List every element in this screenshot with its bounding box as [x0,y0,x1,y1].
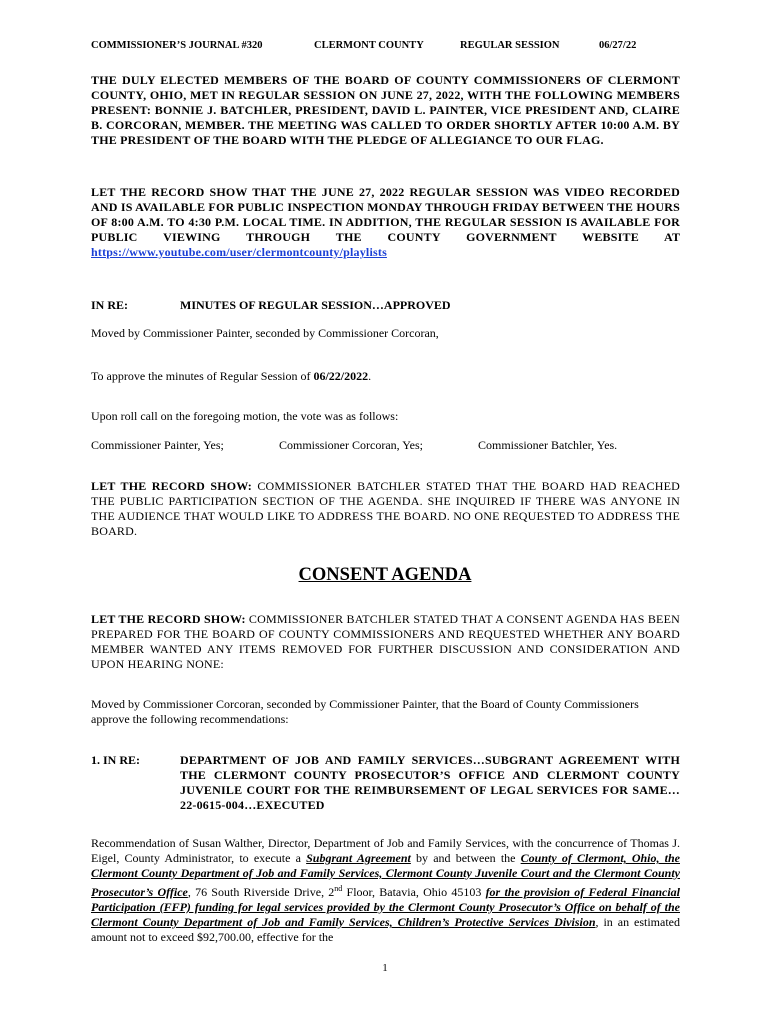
minutes-re-label: IN RE: [91,298,129,312]
consent-text: COMMISSIONER BATCHLER STATED THAT A CONSENT AGENDA HAS BEEN PREPARED FOR THE BOARD OF COUNTY COMMISSIONERS AND REQUESTED WHETHER ANY BOARD MEMBER WANTED ANY ITEMS REMOVED FOR FURTHER DISCUSSION AND CONSIDERATION AND UPON HEARING NONE: [91,612,680,671]
approve-suffix: . [368,369,372,383]
header-date: 06/27/22 [599,40,637,51]
public-participation-paragraph [91,479,680,539]
item1-body [91,836,680,945]
header-journal: COMMISSIONER’S JOURNAL #320 [91,40,263,51]
vote-batchler: Commissioner Batchler, Yes. [478,438,618,452]
item1-body-p1: Recommendation of Susan Walther, Director, Department of Job and Family Services, with the concurrence of Thomas J. Eigel, County Administrator, to execute a [91,836,680,865]
approve-prefix: To approve the minutes of Regular Session of [91,369,314,383]
item1-title: DEPARTMENT OF JOB AND FAMILY SERVICES…SUBGRANT AGREEMENT WITH THE CLERMONT COUNTY PROSECUTOR’S OFFICE AND CLERMONT COUNTY JUVENILE COURT FOR THE REIMBURSEMENT OF LEGAL SERVICES FOR SAME…22-0615-004…EXECUTED [180,753,680,812]
minutes-moved: Moved by Commissioner Painter, seconded by Commissioner Corcoran, [91,326,439,340]
roll-call-text: Upon roll call on the foregoing motion, the vote was as follows: [91,409,399,423]
item1-sup: nd [334,884,343,893]
header-session: REGULAR SESSION [460,40,560,51]
item1-body-p5: , in an estimated amount not to exceed $92,700.00, effective for the [91,915,680,944]
youtube-link[interactable]: https://www.youtube.com/user/clermontcounty/playlists [91,245,387,259]
item1-parties: County of Clermont, Ohio, the Clermont County Department of Job and Family Services, Clermont County Juvenile Court and the Clermont County Prosecutor’s Office [91,851,680,899]
header-county: CLERMONT COUNTY [314,40,424,51]
intro-paragraph: THE DULY ELECTED MEMBERS OF THE BOARD OF COUNTY COMMISSIONERS OF CLERMONT COUNTY, OHIO, MET IN REGULAR SESSION ON JUNE 27, 2022, WITH THE FOLLOWING MEMBERS PRESENT: BONNIE J. BATCHLER, PRESIDENT, DAVID L. PAINTER, VICE PRESIDENT AND, CLAIRE B. CORCORAN, MEMBER. THE MEETING WAS CALLED TO ORDER SHORTLY AFTER 10:00 A.M. BY THE PRESIDENT OF THE BOARD WITH THE PLEDGE OF ALLEGIANCE TO OUR FLAG. [91,73,680,147]
item1-purpose: for the provision of Federal Financial Participation (FFP) funding for legal services provided by the Clermont County Prosecutor’s Office on behalf of the Clermont County Department of Job and Family Services, Children’s Protective Services Division [91,885,680,929]
item1-body-p4: Floor, Batavia, Ohio 45103 [342,885,486,899]
vote-painter: Commissioner Painter, Yes; [91,438,224,452]
vote-corcoran: Commissioner Corcoran, Yes; [279,438,423,452]
minutes-approve [91,369,680,384]
item1-body-p2: by and between the [410,851,521,865]
record-show-lead: LET THE RECORD SHOW: [91,479,252,493]
page-number: 1 [382,962,388,974]
video-paragraph [91,185,680,260]
approve-date: 06/22/2022 [313,369,369,383]
item1-subgrant: Subgrant Agreement [306,851,411,865]
consent-paragraph [91,612,680,672]
public-participation-text: COMMISSIONER BATCHLER STATED THAT THE BOARD HAD REACHED THE PUBLIC PARTICIPATION SECTION OF THE AGENDA. SHE INQUIRED IF THERE WAS ANYONE IN THE AUDIENCE THAT WOULD LIKE TO ADDRESS THE BOARD. NO ONE REQUESTED TO ADDRESS THE BOARD. [91,479,680,538]
consent-moved: Moved by Commissioner Corcoran, seconded by Commissioner Painter, that the Board of County Commissioners approve the following recommendations: [91,697,639,726]
vote-line [91,438,680,453]
consent-agenda-heading: CONSENT AGENDA [298,565,472,585]
consent-record-show-lead: LET THE RECORD SHOW: [91,612,246,626]
minutes-title: MINUTES OF REGULAR SESSION…APPROVED [180,298,451,312]
item1-body-p3: , 76 South Riverside Drive, 2 [187,885,335,899]
item1-re-label: 1. IN RE: [91,753,141,767]
video-text: LET THE RECORD SHOW THAT THE JUNE 27, 2022 REGULAR SESSION WAS VIDEO RECORDED AND IS AVAILABLE FOR PUBLIC INSPECTION MONDAY THROUGH FRIDAY BETWEEN THE HOURS OF 8:00 A.M. TO 4:30 P.M. LOCAL TIME. IN ADDITION, THE REGULAR SESSION IS AVAILABLE FOR PUBLIC VIEWING THROUGH THE COUNTY GOVERNMENT WEBSITE AT [91,185,680,244]
